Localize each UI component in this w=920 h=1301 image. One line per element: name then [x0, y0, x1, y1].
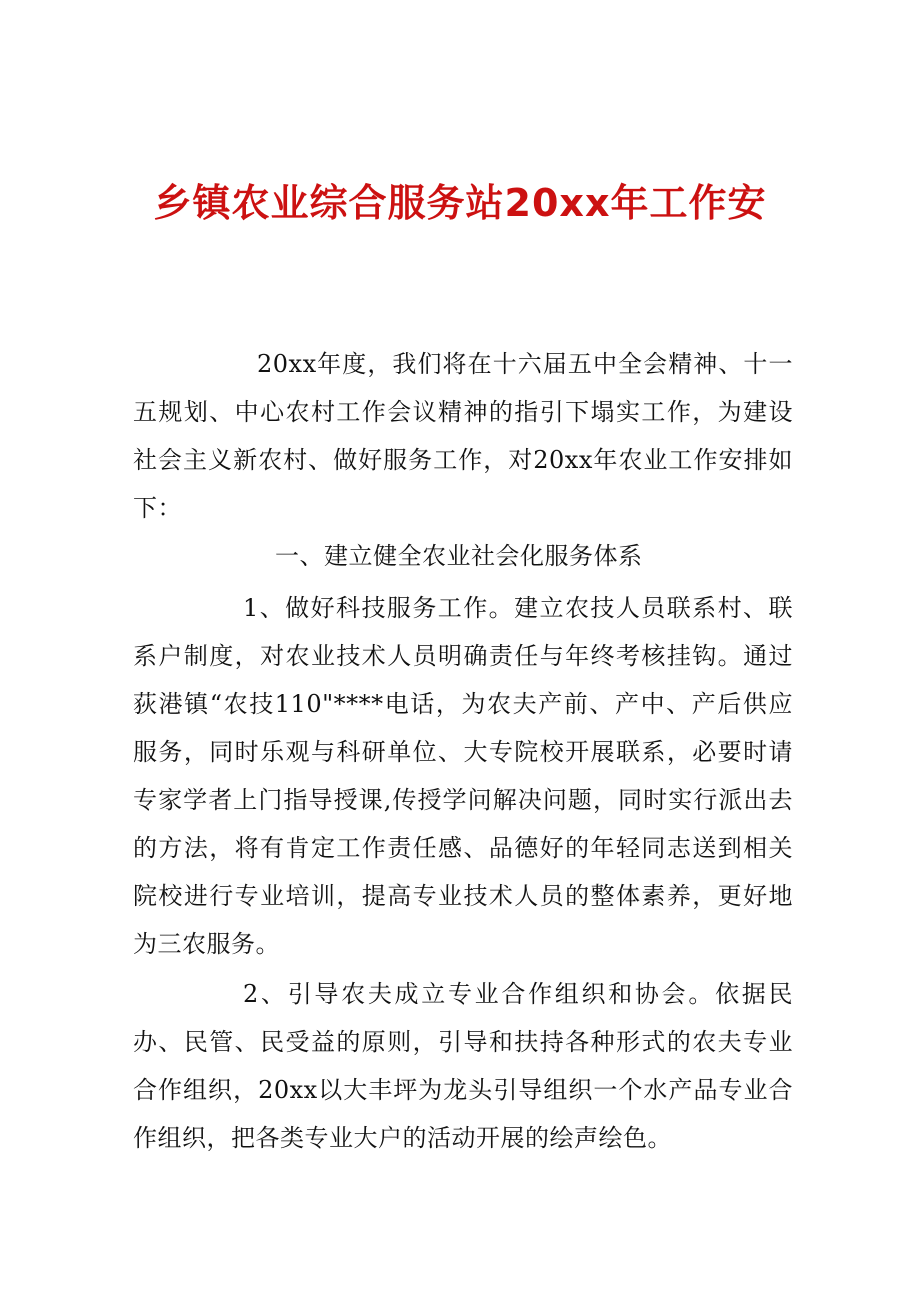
page-title: 乡镇农业综合服务站20xx年工作安 [153, 181, 767, 226]
section-heading: 一、建立健全农业社会化服务体系 [275, 542, 643, 570]
item-1-paragraph: 1、做好科技服务工作。建立农技人员联系村、联系户制度，对农业技术人员明确责任与年终考核挂钩。通过荻港镇“农技110"****电话，为农夫产前、产中、产后供应服务，同时乐观与科研单位、大专院校开展联系，必要时请专家学者上门指导授课,传授学问解决问题，同时实行派出去的方法，将有肯定工作责任感、品德好的年轻同志送到相关院校进行专业培训，提高专业技术人员的整体素养，更好地为三农服务。 [133, 594, 793, 958]
intro-paragraph: 20xx年度，我们将在十六届五中全会精神、十一五规划、中心农村工作会议精神的指引下塌实工作，为建设社会主义新农村、做好服务工作，对20xx年农业工作安排如下： [133, 350, 793, 522]
item-2-paragraph: 2、引导农夫成立专业合作组织和协会。依据民办、民管、民受益的原则，引导和扶持各种形式的农夫专业合作组织，20xx以大丰坪为龙头引导组织一个水产品专业合作组织，把各类专业大户的活动开展的绘声绘色。 [133, 980, 793, 1152]
